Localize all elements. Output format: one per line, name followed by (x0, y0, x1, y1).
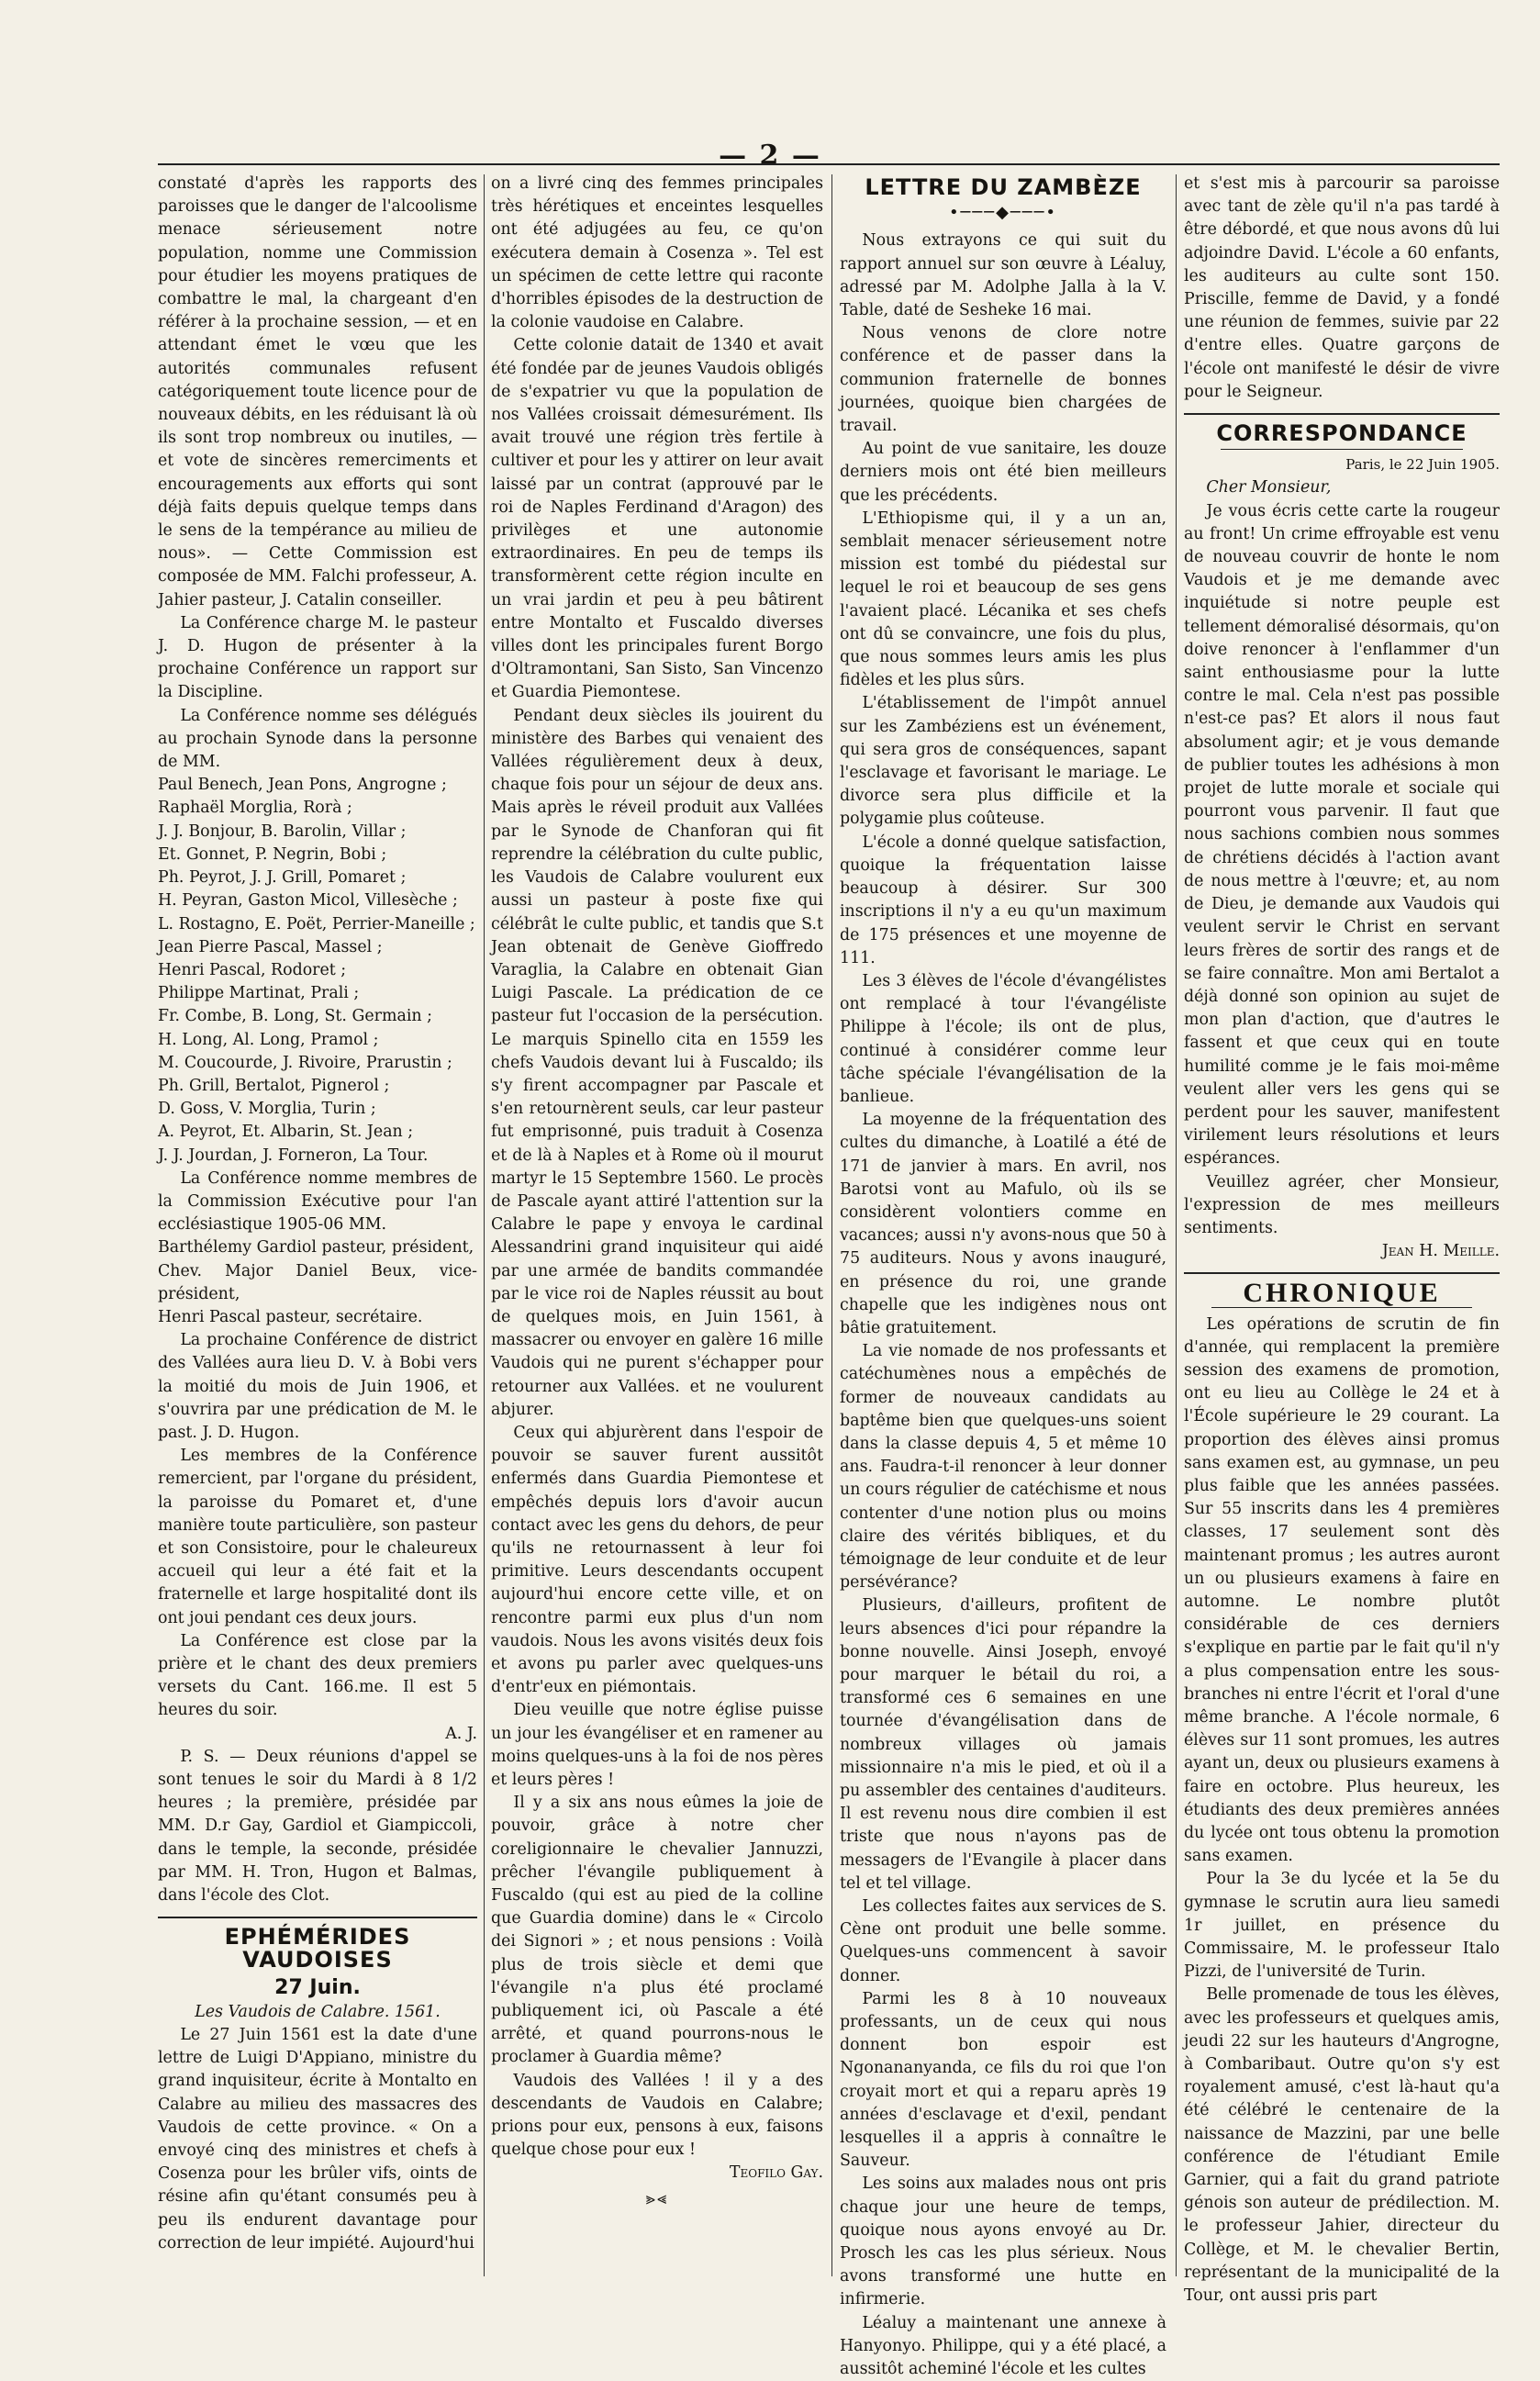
paragraph: Vaudois des Vallées ! il y a des descendants de Vaudois en Calabre; prions pour eux, pensons à eux, faisons quelque chose pour eux ! (491, 2071, 823, 2160)
paragraph: Au point de vue sanitaire, les douze derniers mois ont été bien meilleurs que les précédents. (840, 440, 1166, 505)
paragraph: Parmi les 8 à 10 nouveaux professants, un de ceux qui nous donnent bon espoir est Ngonananyanda, ce fils du roi que l'on croyait mort et qui a reparu après 19 années d'esclavage et d'exil, pendant lesquelles il a appris à connaître le Sauveur. (840, 1989, 1166, 2171)
paragraph: Nous venons de clore notre conférence et de passer dans la communion fraternelle de bonnes journées, quoique bien chargées de travail. (840, 324, 1166, 436)
list-item: Et. Gonnet, P. Negrin, Bobi ; (158, 844, 387, 864)
section-heading: CHRONIQUE (1243, 1278, 1441, 1309)
page-number: — 2 — (719, 140, 821, 172)
list-item: Ph. Grill, Bertalot, Pignerol ; (158, 1076, 390, 1095)
paragraph: P. S. — Deux réunions d'appel se sont tenues le soir du Mardi à 8 1/2 heures ; la première, présidée par MM. D.r Gay, Gardiol et Giampiccoli, dans le temple, la seconde, présidée par MM. H. Tron, Hugon et Balmas, dans l'école des Clot. (158, 1747, 477, 1906)
paragraph: Les 3 élèves de l'école d'évangélistes ont remplacé à tour l'évangéliste Philippe à l'école; ils ont de plus, continué à considérer comme leur tâche spéciale l'évangélisation de la banlieue. (840, 971, 1166, 1106)
paragraph: La Conférence charge M. le pasteur J. D. Hugon de présenter à la prochaine Conférence un rapport sur la Discipline. (158, 613, 477, 702)
paragraph: Ceux qui abjurèrent dans l'espoir de pouvoir se sauver furent aussitôt enfermés dans Guardia Piemontese et empêchés depuis lors d'avoir aucun contact avec les gens du dehors, de peur qu'ils ne retournassent à leur foi primitive. Leurs descendants occupent aujourd'hui encore cette ville, et on rencontre parmi eux plus d'un nom vaudois. Nous les avons visités deux fois et avons pu parler avec quelques-uns d'entr'eux en piémontais. (491, 1423, 823, 1697)
section-rule (1221, 449, 1463, 450)
paragraph: Nous extrayons ce qui suit du rapport annuel sur son œuvre à Léaluy, adressé par M. Adolphe Jalla à la V. Table, daté de Sesheke 16 mai. (840, 231, 1166, 320)
list-item: L. Rostagno, E. Poët, Perrier-Maneille ; (158, 914, 475, 933)
section-rule (1184, 413, 1500, 415)
paragraph: Les soins aux malades nous ont pris chaque jour une heure de temps, quoique nous ayons envoyé au Dr. Prosch les cas les plus sérieux. Nous avons transformé une hutte en infirmerie. (840, 2174, 1166, 2309)
column-4 (1184, 173, 1500, 2306)
column-divider (484, 174, 485, 2276)
list-item: D. Goss, V. Morglia, Turin ; (158, 1100, 376, 1119)
paragraph: Dieu veuille que notre église puisse un jour les évangéliser et en ramener au moins quelques-uns à la foi de nos pères et leurs pères ! (491, 1701, 823, 1790)
delegates-list (158, 774, 477, 1167)
list-item: Ph. Peyrot, J. J. Grill, Pomaret ; (158, 868, 407, 888)
column-2 (491, 173, 823, 2284)
paragraph: et s'est mis à parcourir sa paroisse avec tant de zèle qu'il n'a pas tardé à être débordé, et que nous avons dû lui adjoindre David. L'école a 60 enfants, les auditeurs au culte sont 150. Priscille, femme de David, y a fondé une réunion de femmes, suivie par 22 d'entre elles. Quatre garçons de l'école ont manifesté le désir de vivre pour le Seigneur. (1184, 174, 1500, 401)
paragraph: La prochaine Conférence de district des Vallées aura lieu D. V. à Bobi vers la moitié du mois de Juin 1906, et s'ouvrira par une prédication de M. le past. J. D. Hugon. (158, 1331, 477, 1442)
section-rule (158, 1917, 477, 1918)
paragraph: Le 27 Juin 1561 est la date d'une lettre de Luigi D'Appiano, ministre du grand inquisiteur, écrite à Montalto en Calabre au milieu des massacres des Vaudois de cette province. « On a envoyé cinq des ministres et chefs à Cosenza pour les brûler vifs, oints de résine afin qu'étant consumés peu à peu ils endurent davantage pour correction de leur impiété. Aujourd'hui (158, 2026, 477, 2252)
paragraph: Je vous écris cette carte la rougeur au front! Un crime effroyable est venu de nouveau couvrir de honte le nom Vaudois et je me demande avec inquiétude si notre peuple est tellement démoralisé désormais, qu'on doive renoncer à l'enflammer d'un saint enthousiasme pour la lutte contre le mal. Cela n'est pas possible n'est-ce pas? Et alors il nous faut absolument agir; et je vous demande de publier toutes les adhésions à mon projet de lutte morale et sociale qui pourront vous parvenir. Il faut que nous sachions combien nous sommes de chrétiens décidés à l'action avant de nous mettre à l'œuvre; et, au nom de Dieu, je demande aux Vaudois qui veulent servir le Christ en servant leurs frères de sortir des rangs et de se faire connaître. Mon ami Bertalot a déjà donné son opinion au sujet de mon plan d'action, que d'autres le fassent et que ceux qui en toute humilité comme je le fais moi-même veulent aller vers les gens qui se perdent pour les sauver, manifestent virilement leurs résolutions et leurs espérances. (1184, 501, 1500, 1168)
list-item: Barthélemy Gardiol pasteur, président, (158, 1238, 474, 1258)
list-item: H. Long, Al. Long, Pramol ; (158, 1030, 379, 1049)
signature: Teofilo Gay. (729, 2163, 823, 2183)
list-item: J. J. Jourdan, J. Forneron, La Tour. (158, 1146, 429, 1165)
paragraph: Cette colonie datait de 1340 et avait été fondée par de jeunes Vaudois obligés de s'expatrier vu que la population de nos Vallées croissait démesurément. Ils avait trouvé une région très fertile à cultiver et pour les y attirer on leur avait laissé par un contrat (approuvé par le roi de Naples Ferdinand d'Aragon) des privilèges et une autonomie extraordinaires. En peu de temps ils transformèrent cette région inculte en un vrai jardin et peu à peu bâtirent entre Montalto et Fuscaldo diverses villes dont les principales furent Borgo d'Oltramontani, San Sisto, San Vincenzo et Guardia Piemontese. (491, 336, 823, 702)
paragraph: Belle promenade de tous les élèves, avec les professeurs et quelques amis, jeudi 22 sur les hauteurs d'Angrogne, à Combaribaut. Outre qu'on s'y est royalement amusé, c'est là-haut qu'a été célébré le centenaire de la naissance de Mazzini, par une belle conférence de l'étudiant Emile Garnier, qui a fait du grand patriote génois son auteur de prédilection. M. le professeur Jahier, directeur du Collège, et M. le chevalier Bertin, représentant de la municipalité de la Tour, ont aussi pris part (1184, 1985, 1500, 2306)
list-item: Fr. Combe, B. Long, St. Germain ; (158, 1007, 432, 1026)
paragraph: on a livré cinq des femmes principales très hérétiques et enceintes lesquelles ont été adjugées au feu, ce qu'on exécutera demain à Cosenza ». Tel est un spécimen de cette lettre qui raconte d'horribles épisodes de la destruction de la colonie vaudoise en Calabre. (491, 174, 823, 332)
list-item: Henri Pascal pasteur, secrétaire. (158, 1307, 423, 1326)
list-item: Philippe Martinat, Prali ; (158, 984, 360, 1003)
paragraph: Veuillez agréer, cher Monsieur, l'expression de mes meilleurs sentiments. (1184, 1172, 1500, 1237)
list-item: H. Peyran, Gaston Micol, Villesèche ; (158, 891, 458, 911)
list-item: Jean Pierre Pascal, Massel ; (158, 937, 383, 956)
paragraph: Léaluy a maintenant une annexe à Hanyonyo. Philippe, qui y a été placé, a aussitôt acheminé l'école et les cultes (840, 2313, 1166, 2379)
list-item: Henri Pascal, Rodoret ; (158, 960, 347, 979)
column-divider (1176, 174, 1177, 2276)
ornament-icon: ⪢⪡ (645, 2188, 669, 2208)
paragraph: L'école a donné quelque satisfaction, quoique la fréquentation laisse beaucoup à désirer. Sur 300 inscriptions il n'y a eu qu'un maximum de 175 présences et une moyenne de 111. (840, 833, 1166, 967)
paragraph: Les membres de la Conférence remercient, par l'organe du président, la paroisse du Pomaret et, d'une manière toute particulière, son pasteur et son Consistoire, pour le chaleureux accueil qui leur a été fait et la fraternelle et large hospitalité dont ils ont joui pendant ces deux jours. (158, 1447, 477, 1627)
column-3 (840, 173, 1166, 2379)
salutation: Cher Monsieur, (1206, 478, 1332, 497)
paragraph: Les collectes faites aux services de S. Cène ont produit une belle somme. Quelques-uns commencent à savoir donner. (840, 1897, 1166, 1985)
paragraph: Les opérations de scrutin de fin d'année, qui remplacent la première session des examens de promotion, ont eu lieu au Collège le 24 et à l'École supérieure le 29 courant. La proportion des élèves ainsi promus sans examen est, au gymnase, un peu plus faible que les années passées. Sur 55 inscrits dans les 4 premières classes, 17 seulement sont dès maintenant promus ; les autres auront un ou plusieurs examens à faire en automne. Le nombre plutôt considérable de ces derniers s'explique en partie par le fait qu'il n'y a plus compensation entre les sous-branches ni entre l'écrit et l'oral d'une même branche. A l'école normale, 6 élèves sur 11 sont promues, les autres ayant un, deux ou plusieurs examens à faire en octobre. Plus heureux, les étudiants des deux premières années du lycée ont tous obtenu la promotion sans examen. (1184, 1314, 1500, 1866)
paragraph: La moyenne de la fréquentation des cultes du dimanche, à Loatilé a été de 171 de janvier à mars. En avril, nos Barotsi vont au Mafulo, où ils se considèrent volontiers comme en vacances; aussi n'y avons-nous que 50 à 75 auditeurs. Nous y avons inauguré, en présence du roi, une grande chapelle que les indigènes nous ont bâtie gratuitement. (840, 1111, 1166, 1337)
paragraph: Plusieurs, d'ailleurs, profitent de leurs absences d'ici pour répandre la bonne nouvelle. Ainsi Joseph, envoyé pour marquer le bétail du roi, a transformé ces 6 semaines en une tournée d'évangélisation dans de nombreux villages où jamais missionnaire n'a mis le pied, et où il a pu assembler des centaines d'auditeurs. Il est revenu nous dire combien il est triste que nous n'ayons pas de messagers de l'Evangile à placer dans tel et tel village. (840, 1596, 1166, 1893)
paragraph: Il y a six ans nous eûmes la joie de pouvoir, grâce à notre cher coreligionnaire le chevalier Jannuzzi, prêcher l'évangile publiquement à Fuscaldo (qui est au pied de la colline que Guardia domine) dans le « Circolo dei Signori » ; et nous pensions : Voilà plus de trois siècle et demi que l'évangile n'a plus été proclamé publiquement ici, où Pascale a été arrêté, et quand pourrons-nous le proclamer à Guardia même? (491, 1794, 823, 2067)
list-item: Chev. Major Daniel Beux, vice-président, (158, 1261, 477, 1303)
top-rule (158, 163, 1500, 165)
list-item: Raphaël Morglia, Rorà ; (158, 799, 352, 818)
section-heading: EPHÉMÉRIDES VAUDOISES (224, 1924, 411, 1973)
section-rule (1184, 1272, 1500, 1274)
ornament-icon: •───◆───• (948, 203, 1058, 223)
signature: Jean H. Meille. (1381, 1242, 1500, 1261)
section-heading: CORRESPONDANCE (1216, 420, 1467, 447)
section-subtitle: Les Vaudois de Calabre. 1561. (195, 2002, 441, 2021)
paragraph: Pour la 3e du lycée et la 5e du gymnase le scrutin aura lieu samedi 1r juillet, en présence du Commissaire, M. le professeur Italo Pizzi, de l'université de Turin. (1184, 1870, 1500, 1982)
paragraph: constaté d'après les rapports des paroisses que le danger de l'alcoolisme menace sérieusement notre population, nomme une Commission pour étudier les moyens pratiques de combattre le mal, la chargeant d'en référer à la prochaine session, — et en attendant émet le vœu que les autorités communales refusent catégoriquement toute licence pour de nouveaux débits, en les réduisant là où ils sont trop nombreux ou inutiles, — et vote de sincères remerciments et encouragements aux efforts qui sont déjà faits depuis quelque temps dans le sens de la tempérance au milieu de nous». — Cette Commission est composée de MM. Falchi professeur, A. Jahier pasteur, J. Catalin conseiller. (158, 174, 477, 609)
paragraph: L'Ethiopisme qui, il y a un an, semblait menacer sérieusement notre mission est tombé du piédestal sur lequel le roi et beaucoup de ses gens l'avaient placé. Lécanika et ses chefs ont dû se convaincre, une fois du plus, que nous sommes leurs amis les plus fidèles et les plus sûrs. (840, 509, 1166, 690)
column-1 (158, 173, 477, 2284)
list-item: A. Peyrot, Et. Albarin, St. Jean ; (158, 1123, 414, 1142)
list-item: J. J. Bonjour, B. Barolin, Villar ; (158, 822, 407, 841)
paragraph: La Conférence nomme membres de la Commission Exécutive pour l'an ecclésiastique 1905-06 MM. (158, 1168, 477, 1235)
paragraph: Pendant deux siècles ils jouirent du ministère des Barbes qui venaient des Vallées régulièrement deux à deux, chaque fois pour un séjour de deux ans. Mais après le réveil produit aux Vallées par le Synode de Chanforan qui fit reprendre la célébration du culte public, les Vaudois de Calabre voulurent eux aussi un pasteur à poste fixe qui célébrât le culte public, et tandis que S.t Jean obtenait de Genève Gioffredo Varaglia, la Calabre en obtenait Gian Luigi Pascale. La prédication de ce pasteur fut l'occasion de la persécution. Le marquis Spinello cita en 1559 les chefs Vaudois devant lui à Fuscaldo; ils s'y firent accompagner par Pascale et s'en retournèrent seuls, car leur pasteur fut emprisonné, puis traduit à Cosenza et de là à Naples et à Rome où il mourut martyr le 15 Septembre 1560. Le procès de Pascale ayant attiré l'attention sur la Calabre le pape y envoya le cardinal Alessandrini grand inquisiteur qui aidé par une armée de bandits commandée par le vice roi de Naples réussit au bout de quelques mois, en Juin 1561, à massacrer ou envoyer en galère 16 mille Vaudois qui ne purent s'échapper pour retourner aux Vallées. et ne voulurent abjurer. (491, 706, 823, 1419)
paragraph: La Conférence est close par la prière et le chant des deux premiers versets du Cant. 166.me. Il est 5 heures du soir. (158, 1631, 477, 1720)
paragraph: L'établissement de l'impôt annuel sur les Zambéziens est un événement, qui sera gros de conséquences, sapant l'esclavage et favorisant le mariage. Le divorce sera plus difficile et la polygamie plus coûteuse. (840, 694, 1166, 829)
paragraph: La vie nomade de nos professants et catéchumènes nous a empêchés de former de nouveaux candidats au baptême bien que quelques-uns soient dans la classe depuis 4, 5 et même 10 ans. Faudra-t-il renoncer à leur donner un cours régulier de catéchisme et nous contenter d'une notion plus ou moins claire des vérités bibliques, et du témoignage de leur conduite et de leur persévérance? (840, 1342, 1166, 1593)
section-heading: LETTRE DU ZAMBÈZE (865, 174, 1142, 200)
list-item: Paul Benech, Jean Pons, Angrogne ; (158, 776, 447, 795)
dateline: Paris, le 22 Juin 1905. (1345, 456, 1500, 474)
column-divider (831, 174, 832, 2276)
signature: A. J. (445, 1724, 477, 1743)
section-date: 27 Juin. (274, 1975, 361, 1999)
paragraph: La Conférence nomme ses délégués au prochain Synode dans la personne de MM. (158, 706, 477, 772)
list-item: M. Coucourde, J. Rivoire, Prarustin ; (158, 1053, 452, 1072)
